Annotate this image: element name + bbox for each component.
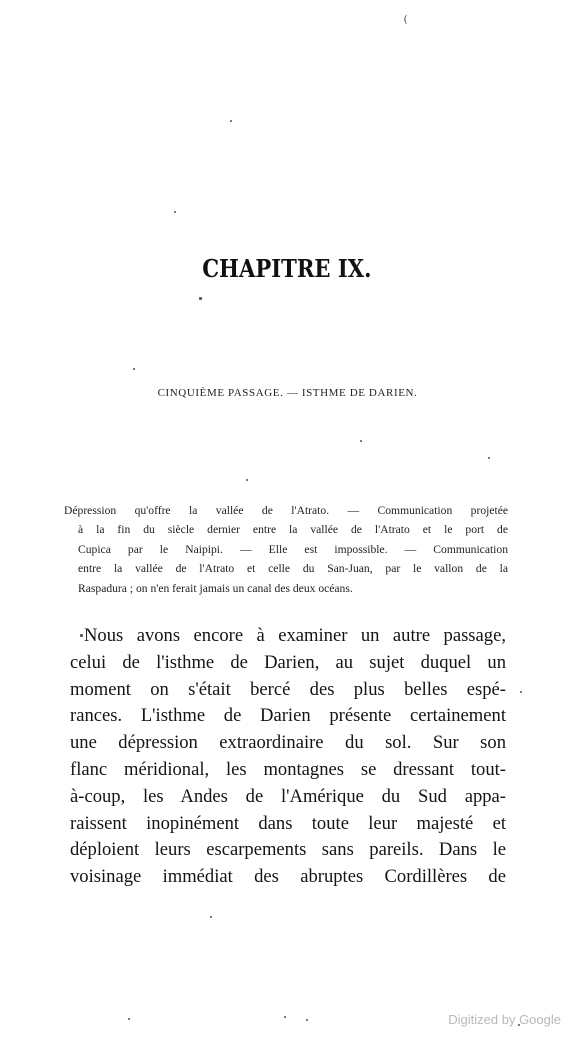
body-line: voisinage immédiat des abruptes Cordillères de <box>70 866 506 888</box>
section-heading <box>0 387 575 399</box>
summary-line: Dépression qu'offre la vallée de l'Atrato. — Communication projetée <box>64 504 508 517</box>
body-line: moment on s'était bercé des plus belles espé- <box>70 678 506 700</box>
summary-line: Cupica par le Naipipi. — Elle est impossible. — Communication <box>78 542 508 556</box>
scan-speck <box>128 1018 130 1020</box>
scan-speck <box>284 1016 286 1018</box>
chapter-title: CHAPITRE IX. <box>202 254 372 283</box>
summary-line: à la fin du siècle dernier entre la vallée de l'Atrato et le port de <box>78 523 508 537</box>
scan-speck <box>199 297 202 300</box>
header-mark: ( <box>404 14 408 25</box>
scan-speck <box>174 211 176 213</box>
scan-speck <box>133 368 135 370</box>
body-line: celui de l'isthme de Darien, au sujet duquel un <box>70 651 506 673</box>
section-heading-dash: — <box>286 387 299 399</box>
section-heading-left: CINQUIÈME PASSAGE. <box>157 387 284 399</box>
scan-speck <box>360 440 362 442</box>
scan-speck <box>488 457 490 459</box>
scan-speck <box>246 479 248 481</box>
summary-line: Raspadura ; on n'en ferait jamais un canal des deux océans. <box>78 581 353 595</box>
scan-speck <box>520 691 522 693</box>
digitized-watermark: Digitized by Google <box>448 1012 561 1027</box>
summary-line: entre la vallée de l'Atrato et celle du San-Juan, par le vallon de la <box>78 562 508 576</box>
section-heading-right: ISTHME DE DARIEN. <box>301 387 418 399</box>
scan-speck <box>210 916 212 918</box>
body-line: rances. L'isthme de Darien présente certainement <box>70 705 506 727</box>
body-paragraph <box>70 623 506 891</box>
scan-speck <box>306 1019 308 1021</box>
body-line: flanc méridional, les montagnes se dressant tout- <box>70 758 506 780</box>
scan-speck <box>80 634 83 637</box>
body-line: déploient leurs escarpements sans pareils. Dans le <box>70 839 506 861</box>
body-line: Nous avons encore à examiner un autre passage, <box>84 625 506 646</box>
scan-speck <box>230 120 232 122</box>
body-line: une dépression extraordinaire du sol. Sur son <box>70 732 506 754</box>
chapter-summary <box>64 501 508 598</box>
body-line: raissent inopinément dans toute leur majesté et <box>70 812 506 834</box>
body-line: à-coup, les Andes de l'Amérique du Sud appa- <box>70 785 506 807</box>
